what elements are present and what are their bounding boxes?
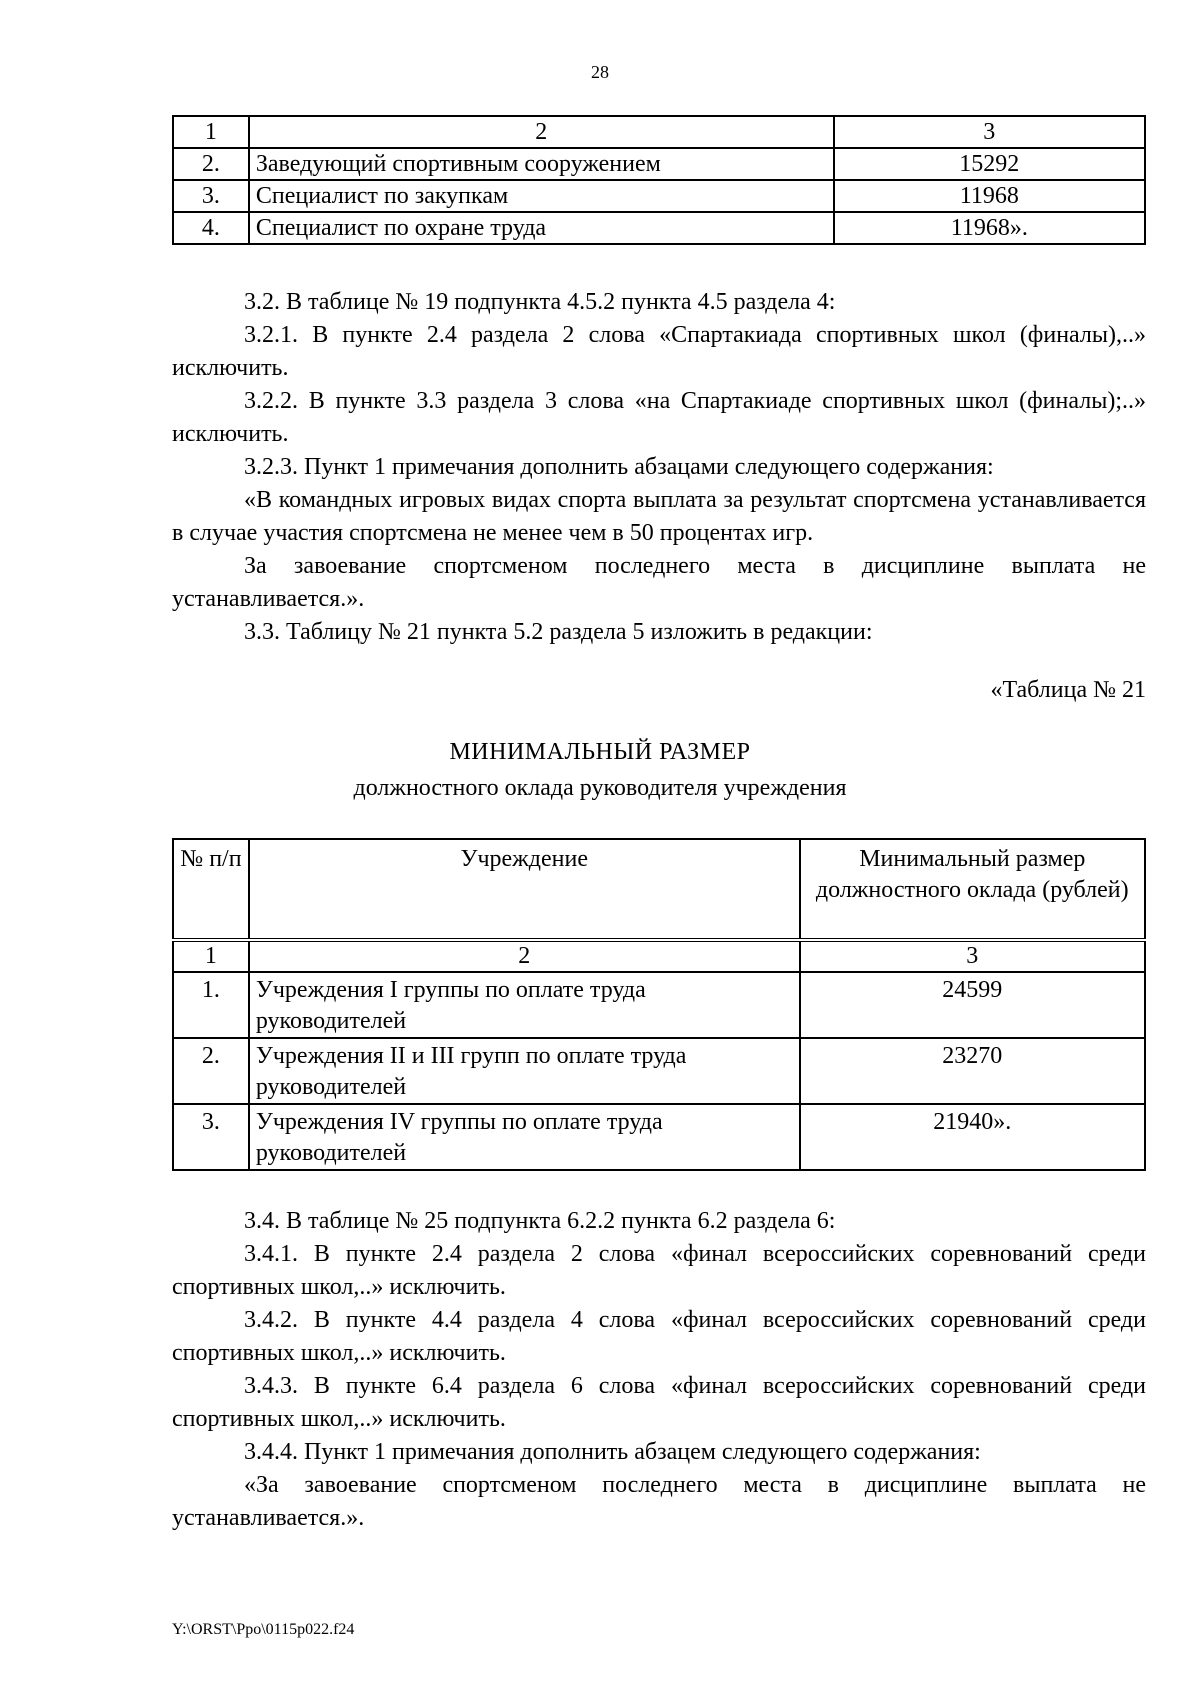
position-name: Специалист по охране труда	[249, 212, 834, 244]
paragraph: 3.4.4. Пункт 1 примечания дополнить абзацем следующего содержания:	[244, 1439, 981, 1465]
table-header-row	[173, 116, 1145, 148]
table-header-row	[173, 839, 1145, 940]
paragraph: 3.4. В таблице № 25 подпункта 6.2.2 пункта 6.2 раздела 6:	[244, 1208, 836, 1234]
table-label: «Таблица № 21	[990, 677, 1146, 703]
row-number: 2.	[173, 1038, 249, 1104]
institution-name: Учреждения IV группы по оплате труда руководителей	[249, 1104, 800, 1170]
table-row	[173, 180, 1145, 212]
column-number-1: 1	[173, 940, 249, 972]
paragraph: 3.2.1. В пункте 2.4 раздела 2 слова «Спартакиада спортивных школ (финалы),..» исключить.	[172, 322, 1146, 381]
column-header-institution: Учреждение	[249, 839, 800, 940]
table-row	[173, 212, 1145, 244]
column-number-2: 2	[249, 116, 834, 148]
page-number: 28	[591, 62, 609, 82]
column-number-3: 3	[800, 940, 1145, 972]
salary-value: 24599	[800, 972, 1145, 1038]
positions-table	[172, 115, 1146, 245]
column-numbers-row	[173, 940, 1145, 972]
row-number: 4.	[173, 212, 249, 244]
paragraph: 3.4.1. В пункте 2.4 раздела 2 слова «финал всероссийских соревнований среди спортивных школ,..» исключить.	[172, 1241, 1146, 1300]
table-subtitle: должностного оклада руководителя учреждения	[353, 775, 847, 801]
row-number: 1.	[173, 972, 249, 1038]
column-number-3: 3	[834, 116, 1145, 148]
institution-name: Учреждения I группы по оплате труда руководителей	[249, 972, 800, 1038]
table-row	[173, 148, 1145, 180]
minimum-salary-table	[172, 838, 1146, 1171]
paragraph: 3.2. В таблице № 19 подпункта 4.5.2 пункта 4.5 раздела 4:	[244, 289, 836, 315]
file-path-footer: Y:\ORST\Ppo\0115p022.f24	[172, 1621, 355, 1638]
amendment-text-block-1	[172, 286, 1146, 649]
position-name: Специалист по закупкам	[249, 180, 834, 212]
column-number-1: 1	[173, 116, 249, 148]
column-number-2: 2	[249, 940, 800, 972]
institution-name: Учреждения II и III групп по оплате труда руководителей	[249, 1038, 800, 1104]
paragraph: 3.4.3. В пункте 6.4 раздела 6 слова «финал всероссийских соревнований среди спортивных школ,..» исключить.	[172, 1373, 1146, 1432]
salary-value: 11968».	[834, 212, 1145, 244]
table-row	[173, 972, 1145, 1038]
table-row	[173, 1104, 1145, 1170]
salary-value: 21940».	[800, 1104, 1145, 1170]
column-header-number: № п/п	[173, 839, 249, 940]
paragraph: 3.2.3. Пункт 1 примечания дополнить абзацами следующего содержания:	[244, 454, 994, 480]
paragraph: «За завоевание спортсменом последнего места в дисциплине выплата не устанавливается.».	[172, 1472, 1146, 1531]
paragraph: 3.4.2. В пункте 4.4 раздела 4 слова «финал всероссийских соревнований среди спортивных школ,..» исключить.	[172, 1307, 1146, 1366]
column-header-salary: Минимальный размер должностного оклада (рублей)	[800, 839, 1145, 940]
paragraph: 3.3. Таблицу № 21 пункта 5.2 раздела 5 изложить в редакции:	[244, 619, 873, 645]
position-name: Заведующий спортивным сооружением	[249, 148, 834, 180]
salary-value: 11968	[834, 180, 1145, 212]
paragraph: За завоевание спортсменом последнего места в дисциплине выплата не устанавливается.».	[172, 553, 1146, 612]
amendment-text-block-2	[172, 1205, 1146, 1535]
row-number: 2.	[173, 148, 249, 180]
paragraph: «В командных игровых видах спорта выплата за результат спортсмена устанавливается в случае участия спортсмена не менее чем в 50 процентах игр.	[172, 487, 1146, 546]
salary-value: 23270	[800, 1038, 1145, 1104]
row-number: 3.	[173, 180, 249, 212]
table-row	[173, 1038, 1145, 1104]
salary-value: 15292	[834, 148, 1145, 180]
table-title: МИНИМАЛЬНЫЙ РАЗМЕР	[449, 739, 751, 765]
paragraph: 3.2.2. В пункте 3.3 раздела 3 слова «на Спартакиаде спортивных школ (финалы);..» исключить.	[172, 388, 1146, 447]
row-number: 3.	[173, 1104, 249, 1170]
